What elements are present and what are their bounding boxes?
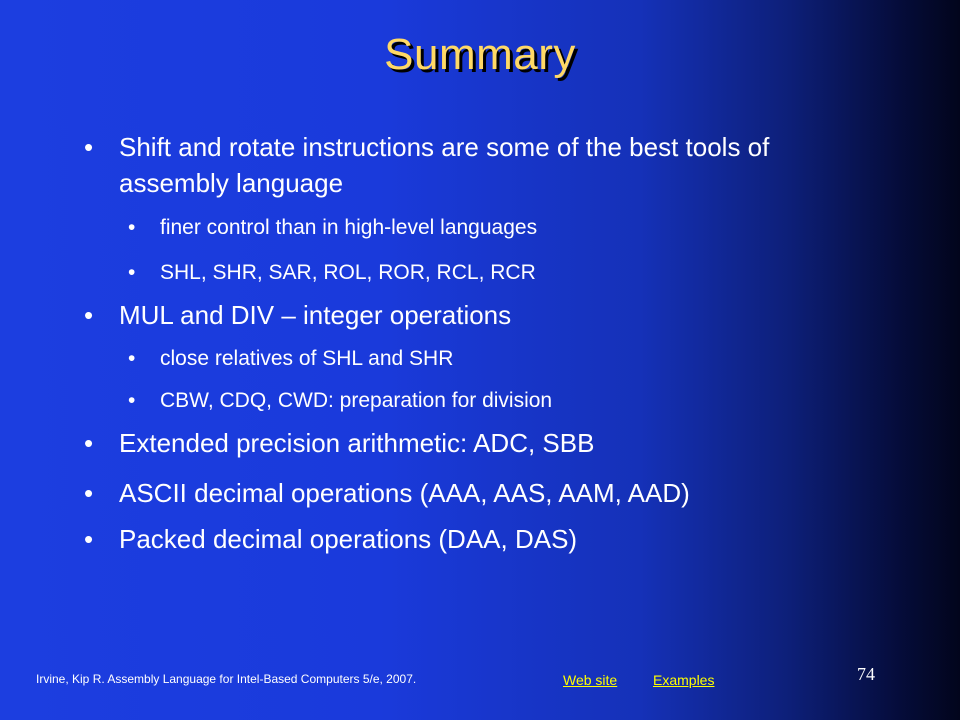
- bullet-item-level2: [128, 214, 828, 242]
- bullet-text: finer control than in high-level languages: [160, 216, 538, 239]
- bullet-item-level2: [128, 259, 828, 287]
- bullet-text: Extended precision arithmetic: ADC, SBB: [119, 428, 595, 458]
- bullet-text: SHL, SHR, SAR, ROL, ROR, RCL, RCR: [160, 261, 536, 284]
- slide-title: Summary: [384, 30, 576, 79]
- examples-link[interactable]: Examples: [653, 672, 715, 688]
- page-number: 74: [857, 664, 875, 684]
- bullet-item-level1: [84, 475, 844, 511]
- bullet-item-level1: [84, 129, 844, 201]
- bullet-dot-icon: •: [84, 428, 94, 458]
- bullet-dot-icon: •: [84, 524, 94, 554]
- bullet-dot-icon: •: [128, 261, 136, 284]
- bullet-dot-icon: •: [84, 132, 94, 162]
- bullet-item-level1: [84, 521, 844, 557]
- bullet-dot-icon: •: [128, 347, 136, 370]
- bullet-text: Packed decimal operations (DAA, DAS): [119, 524, 578, 554]
- bullet-text: Shift and rotate instructions are some of the best tools of assembly language: [119, 132, 770, 198]
- bullet-dot-icon: •: [84, 300, 94, 330]
- bullet-text: MUL and DIV – integer operations: [119, 300, 512, 330]
- bullet-text: close relatives of SHL and SHR: [160, 347, 454, 370]
- footer-credit: Irvine, Kip R. Assembly Language for Intel-Based Computers 5/e, 2007.: [36, 672, 417, 686]
- bullet-dot-icon: •: [128, 216, 136, 239]
- bullet-item-level1: [84, 297, 844, 333]
- bullet-item-level2: [128, 387, 828, 415]
- bullet-item-level1: [84, 425, 844, 461]
- bullet-text: ASCII decimal operations (AAA, AAS, AAM, AAD): [119, 478, 690, 508]
- web-site-link[interactable]: Web site: [563, 672, 618, 688]
- bullet-text: CBW, CDQ, CWD: preparation for division: [160, 389, 553, 412]
- bullet-dot-icon: •: [84, 478, 94, 508]
- bullet-item-level2: [128, 345, 828, 373]
- bullet-dot-icon: •: [128, 389, 136, 412]
